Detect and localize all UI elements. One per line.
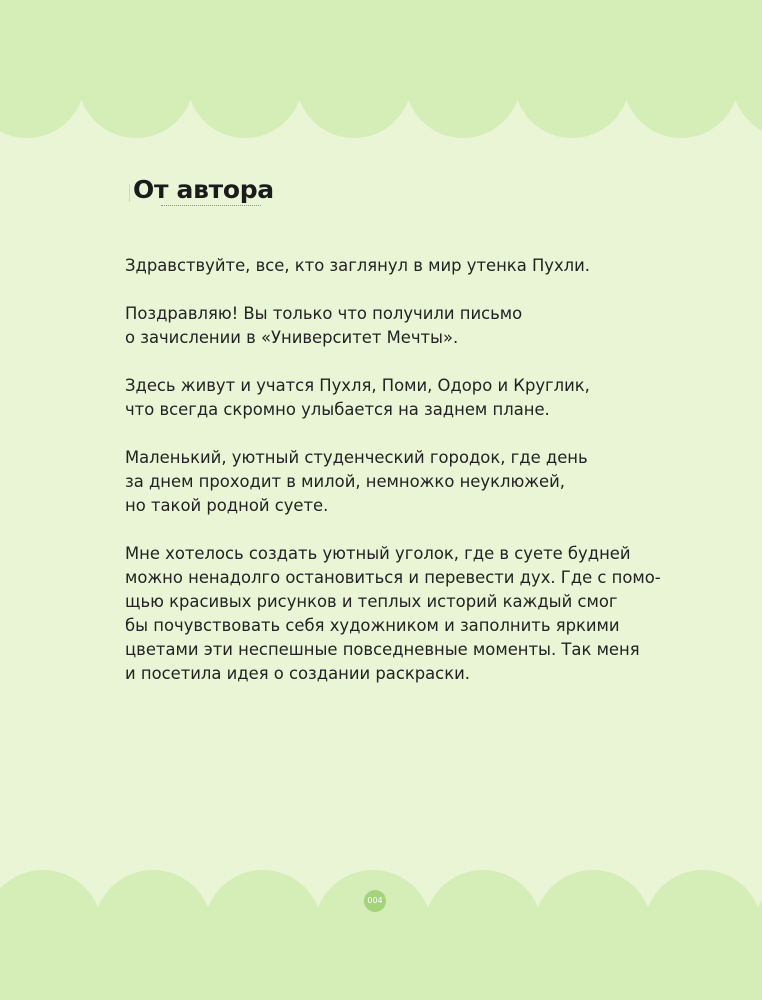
page-title: От автора (133, 175, 274, 204)
paragraph (125, 542, 661, 686)
text-line: бы почувствовать себя художником и заполнить яркими (125, 616, 620, 635)
bottom-scallop-border (0, 865, 762, 1000)
paragraph (125, 374, 645, 422)
text-line: Мне хотелось создать уютный уголок, где в суете будней (125, 544, 631, 563)
paragraph (125, 302, 645, 350)
paragraph (125, 254, 645, 278)
text-line: за днем проходит в милой, немножко неуклюжей, (125, 472, 565, 491)
title-underline (161, 205, 261, 206)
page-number-badge: 004 (364, 890, 386, 912)
text-line: Здравствуйте, все, кто заглянул в мир утенка Пухли. (125, 256, 591, 275)
text-line: щью красивых рисунков и теплых историй каждый смог (125, 592, 618, 611)
title-block (133, 172, 274, 208)
text-line: и посетила идея о создании раскраски. (125, 664, 470, 683)
title-tick-mark (129, 184, 130, 202)
text-line: что всегда скромно улыбается на заднем плане. (125, 400, 550, 419)
text-line: можно ненадолго остановиться и перевести дух. Где с помо- (125, 568, 661, 587)
text-line: о зачислении в «Университет Мечты». (125, 328, 459, 347)
text-line: Здесь живут и учатся Пухля, Поми, Одоро и Круглик, (125, 376, 590, 395)
text-line: но такой родной суете. (125, 496, 329, 515)
paragraph (125, 446, 645, 518)
text-line: Маленький, уютный студенческий городок, где день (125, 448, 588, 467)
text-line: цветами эти неспешные повседневные моменты. Так меня (125, 640, 640, 659)
text-line: Поздравляю! Вы только что получили письмо (125, 304, 523, 323)
body-text (125, 254, 661, 710)
top-scallop-border (0, 0, 762, 140)
